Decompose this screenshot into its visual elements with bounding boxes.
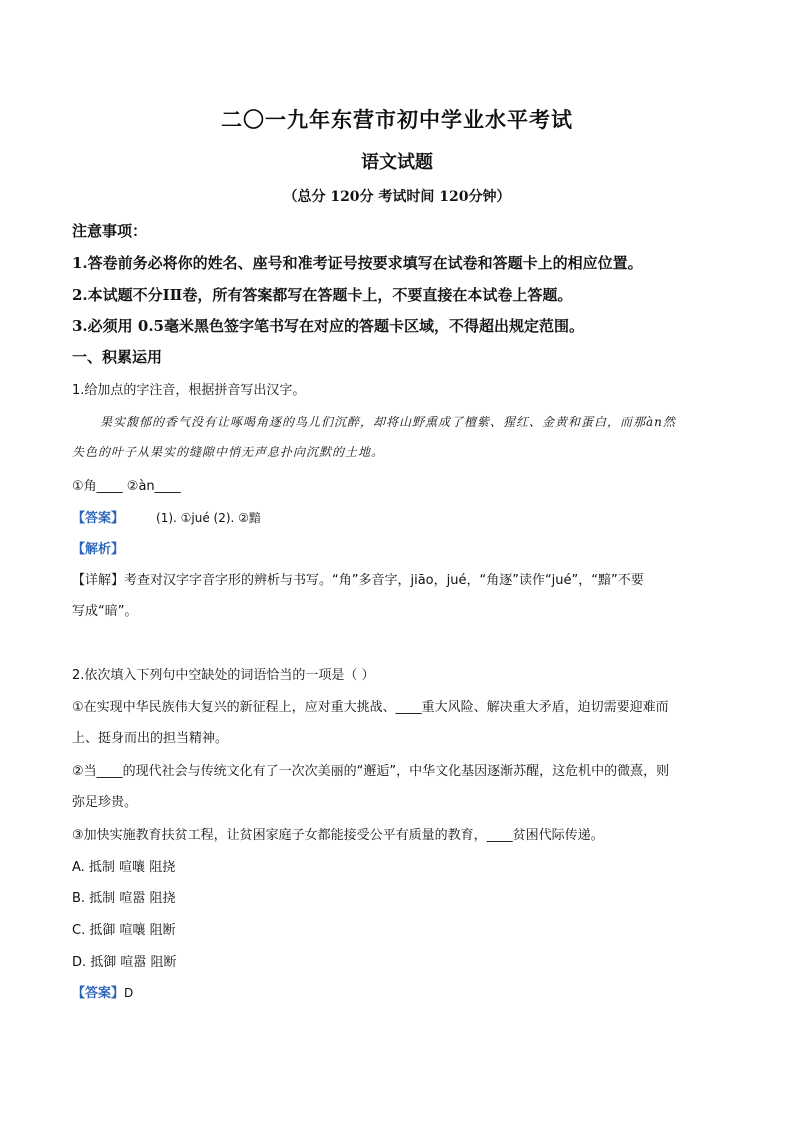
answer-tag: 【答案】 <box>72 511 125 526</box>
question-1-prompt: 1.给加点的字注音，根据拼音写出汉字。 <box>72 383 306 398</box>
option-b: B. 抵制 喧嚣 阻挠 <box>72 891 176 906</box>
detail-text: 考查对汉字字音字形的辨析与书写。“角”多音字，jiāo，jué，“角逐”读作“jué”，“黯”不要 <box>124 573 644 588</box>
question-2-sentence: ②当____的现代社会与传统文化有了一次次美丽的“邂逅”，中华文化基因逐渐苏醒，这危机中的微熹，则 <box>72 764 670 779</box>
option-d: D. 抵御 喧嚣 阻断 <box>72 955 177 970</box>
answer-text: D <box>124 986 134 1000</box>
option-a: A. 抵制 喧嚷 阻挠 <box>72 860 176 875</box>
question-2-prompt: 2.依次填入下列句中空缺处的词语恰当的一项是（ ） <box>72 668 375 683</box>
question-1-passage: 失色的叶子从果实的缝隙中悄无声息扑向沉默的土地。 <box>72 445 385 459</box>
question-1-passage: 果实馥郁的香气没有让啄喝角逐的鸟儿们沉醉，却将山野熏成了檀紫、猩红、金黄和蛋白，而那àn然 <box>100 415 676 429</box>
question-2-answer <box>72 982 133 1001</box>
answer-tag: 【答案】 <box>72 986 125 1001</box>
section-title: 一、积累运用 <box>72 348 163 366</box>
question-2-sentence: 弥足珍贵。 <box>72 795 138 810</box>
note-item: 2.本试题不分ⅠⅡ卷，所有答案都写在答题卡上，不要直接在本试卷上答题。 <box>72 286 573 304</box>
question-2-sentence: ③加快实施教育扶贫工程，让贫困家庭子女都能接受公平有质量的教育，____贫困代际传递。 <box>72 828 604 843</box>
option-c: C. 抵御 喧嚷 阻断 <box>72 923 176 938</box>
question-2-sentence: 上、挺身而出的担当精神。 <box>72 731 229 746</box>
question-1-blanks: ①角____ ②àn____ <box>72 479 181 494</box>
question-1-detail-cont: 写成“暗”。 <box>72 604 138 619</box>
question-1-detail <box>72 569 644 588</box>
exam-meta: （总分 120分 考试时间 120分钟） <box>283 189 511 205</box>
answer-text: (1). ①jué (2). ②黯 <box>156 511 261 525</box>
question-2-sentence: ①在实现中华民族伟大复兴的新征程上，应对重大挑战、____重大风险、解决重大矛盾，迫切需要迎难而 <box>72 700 669 715</box>
analysis-tag: 【解析】 <box>72 542 125 557</box>
question-1-answer <box>72 507 261 526</box>
question-1-analysis <box>72 538 124 557</box>
note-item: 1.答卷前务必将你的姓名、座号和准考证号按要求填写在试卷和答题卡上的相应位置。 <box>72 254 643 272</box>
note-item: 3.必须用 0.5毫米黑色签字笔书写在对应的答题卡区域，不得超出规定范围。 <box>72 317 584 335</box>
detail-tag: 【详解】 <box>72 573 125 588</box>
notes-heading: 注意事项： <box>72 222 148 240</box>
subject-title: 语文试题 <box>361 152 433 173</box>
page-title: 二〇一九年东营市初中学业水平考试 <box>221 107 573 132</box>
